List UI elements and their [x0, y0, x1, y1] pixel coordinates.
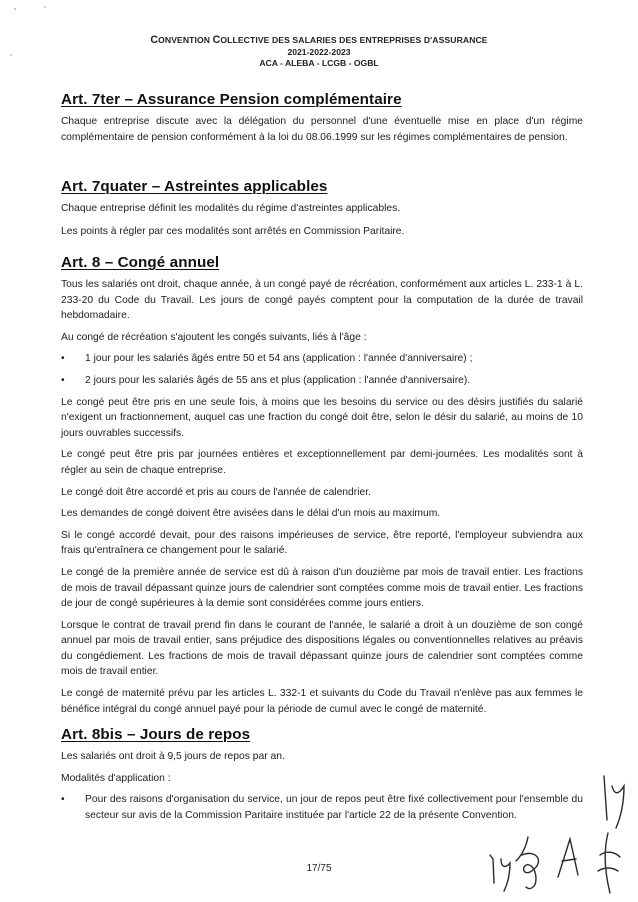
paragraph: Les demandes de congé doivent être avisées dans le délai d'un mois au maximum. [61, 508, 441, 520]
paragraph: Chaque entreprise discute avec la délégation du personnel d'une éventuelle mise en place d'un régime complémentaire de pension conformément à la loi du 08.06.1999 sur les régimes complémentaires de pension. [61, 116, 583, 143]
list-item-text: Pour des raisons d'organisation du service, un jour de repos peut être fixé collectivement pour l'ensemble du secteur sur avis de la Commission Paritaire instituée par l'article 22 de la présente Convention. [85, 794, 583, 821]
list-item [61, 792, 583, 823]
paragraph: Le congé peut être pris en une seule fois, à moins que les besoins du service ou des désirs justifiés du salarié n'exigent un fractionnement, auquel cas une fraction du congé doit être, selon le désir du salarié, au moins de 10 jours ouvrables successifs. [61, 396, 583, 439]
initials-signature-icon [486, 825, 634, 899]
section-art-7ter [61, 91, 583, 145]
paragraph: Le congé de la première année de service est dû à raison d'un douzième par mois de travail entier. Les fractions de mois de travail dépassant quinze jours de calendrier sont comptées comme mois de travail entier. Les fractions de jour de congé supérieures à la demie sont considérées comme jours entiers. [61, 566, 583, 610]
paragraph: Tous les salariés ont droit, chaque année, à un congé payé de récréation, conformément aux articles L. 233-1 à L. 233-20 du Code du Travail. Les jours de congé payés comptent pour la computation de la durée de travail hebdomadaire. [61, 279, 583, 322]
section-title: Art. 8bis – Jours de repos [61, 726, 251, 743]
paragraph: Le congé doit être accordé et pris au cours de l'année de calendrier. [61, 486, 371, 498]
list-item-text: 2 jours pour les salariés âgés de 55 ans et plus (application : l'année d'anniversaire). [85, 374, 471, 386]
header-line-3: ACA - ALEBA - LCGB - OGBL [259, 58, 379, 68]
paragraph: Le congé peut être pris par journées entières et exceptionnellement par demi-journées. Les modalités sont à régler au sein de chaque entreprise. [61, 449, 583, 476]
header-line-1: CONVENTION COLLECTIVE DES SALARIES DES ENTREPRISES D'ASSURANCE [150, 34, 488, 46]
paragraph: Lorsque le contrat de travail prend fin dans le courant de l'année, le salarié a droit à un douzième de son congé annuel par mois de travail entier, sans préjudice des dispositions légales ou conventionnelles relatives au préavis du congédiement. Les fractions de mois de travail dépassant quinze jours de calendrier sont comptées comme mois de travail entier. [61, 619, 583, 678]
list-item [61, 351, 583, 367]
bullet-icon: • [61, 374, 65, 386]
paragraph: Si le congé accordé devait, pour des raisons impérieuses de service, être reporté, l'employeur subviendra aux frais qu'entraînera ce changement pour le salarié. [61, 529, 583, 557]
paragraph: Les points à régler par ces modalités sont arrêtés en Commission Paritaire. [61, 225, 405, 237]
header-line-2: 2021-2022-2023 [287, 46, 351, 57]
list-item [61, 373, 583, 389]
bullet-icon: • [61, 794, 65, 806]
section-title: Art. 7ter – Assurance Pension complémentaire [61, 91, 402, 108]
paragraph: Au congé de récréation s'ajoutent les congés suivants, liés à l'âge : [61, 331, 367, 343]
page-number: 17/75 [306, 863, 332, 874]
scan-speck [14, 8, 16, 10]
paragraph: Les salariés ont droit à 9,5 jours de repos par an. [61, 751, 285, 762]
list-item-text: 1 jour pour les salariés âgés entre 50 et 54 ans (application : l'année d'anniversaire) ; [85, 353, 473, 365]
section-art-7quater [61, 178, 583, 239]
section-art-8bis [61, 726, 583, 823]
paragraph: Chaque entreprise définit les modalités du régime d'astreintes applicables. [61, 203, 401, 214]
paragraph: Modalités d'application : [61, 772, 171, 784]
section-title: Art. 7quater – Astreintes applicables [61, 178, 328, 195]
section-art-8 [61, 254, 583, 717]
bullet-icon: • [61, 353, 65, 365]
paragraph: Le congé de maternité prévu par les articles L. 332-1 et suivants du Code du Travail n'enlève pas aux femmes le bénéfice intégral du congé annuel payé pour la période de cumul avec le congé de maternité. [61, 688, 583, 715]
section-title: Art. 8 – Congé annuel [61, 254, 220, 271]
document-header [0, 35, 638, 70]
scan-speck [44, 6, 46, 8]
